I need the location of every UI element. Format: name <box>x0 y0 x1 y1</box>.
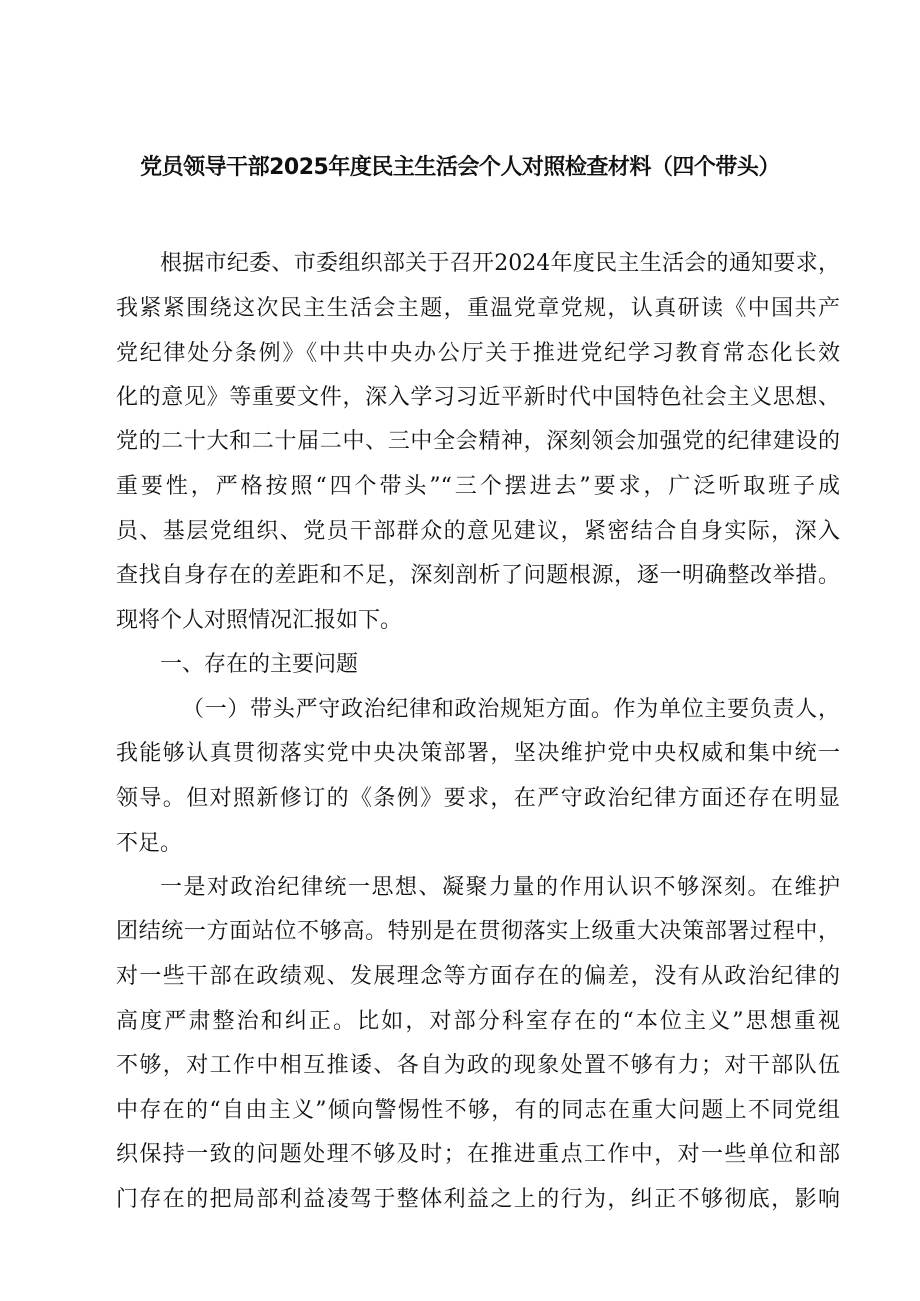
sub1-line-3: 领导。但对照新修订的《条例》要求，在严守政治纪律方面还存在明显 <box>116 786 840 811</box>
sub1-line-1: （一）带头严守政治纪律和政治规矩方面。作为单位主要负责人， <box>182 697 840 722</box>
para2-line-1: 一是对政治纪律统一思想、凝聚力量的作用认识不够深刻。在维护 <box>160 875 840 900</box>
para2-line-6: 中存在的“自由主义”倾向警惕性不够，有的同志在重大问题上不同党组 <box>116 1098 840 1123</box>
intro-line-7: 员、基层党组织、党员干部群众的意见建议，紧密结合自身实际，深入 <box>116 519 840 544</box>
intro-line-6: 重要性，严格按照“四个带头”“三个摆进去”要求，广泛听取班子成 <box>116 474 840 499</box>
intro-line-3: 党纪律处分条例》《中共中央办公厅关于推进党纪学习教育常态化长效 <box>116 341 840 366</box>
section-heading: 一、存在的主要问题 <box>160 652 359 677</box>
sub1-line-2: 我能够认真贯彻落实党中央决策部署，坚决维护党中央权威和集中统一 <box>116 741 840 766</box>
sub1-line-4: 不足。 <box>116 831 183 856</box>
intro-line-2: 我紧紧围绕这次民主生活会主题，重温党章党规，认真研读《中国共产 <box>116 296 840 321</box>
para2-line-3: 对一些干部在政绩观、发展理念等方面存在的偏差，没有从政治纪律的 <box>116 964 840 989</box>
para2-line-4: 高度严肃整治和纠正。比如，对部分科室存在的“本位主义”思想重视 <box>116 1009 840 1034</box>
intro-line-4: 化的意见》等重要文件，深入学习习近平新时代中国特色社会主义思想、 <box>116 385 840 410</box>
intro-line-8: 查找自身存在的差距和不足，深刻剖析了问题根源，逐一明确整改举措。 <box>116 563 840 588</box>
para2-line-2: 团结统一方面站位不够高。特别是在贯彻落实上级重大决策部署过程中， <box>116 919 840 944</box>
para2-line-8: 门存在的把局部利益凌驾于整体利益之上的行为，纠正不够彻底，影响 <box>116 1187 840 1212</box>
intro-line-5: 党的二十大和二十届二中、三中全会精神，深刻领会加强党的纪律建设的 <box>116 429 840 454</box>
para2-line-5: 不够，对工作中相互推诿、各自为政的现象处置不够有力；对干部队伍 <box>116 1053 840 1078</box>
intro-line-9: 现将个人对照情况汇报如下。 <box>116 608 403 633</box>
intro-line-1: 根据市纪委、市委组织部关于召开2024年度民主生活会的通知要求， <box>160 251 840 276</box>
document-title: 党员领导干部2025年度民主生活会个人对照检查材料（四个带头） <box>140 155 780 180</box>
para2-line-7: 织保持一致的问题处理不够及时；在推进重点工作中，对一些单位和部 <box>116 1142 840 1167</box>
